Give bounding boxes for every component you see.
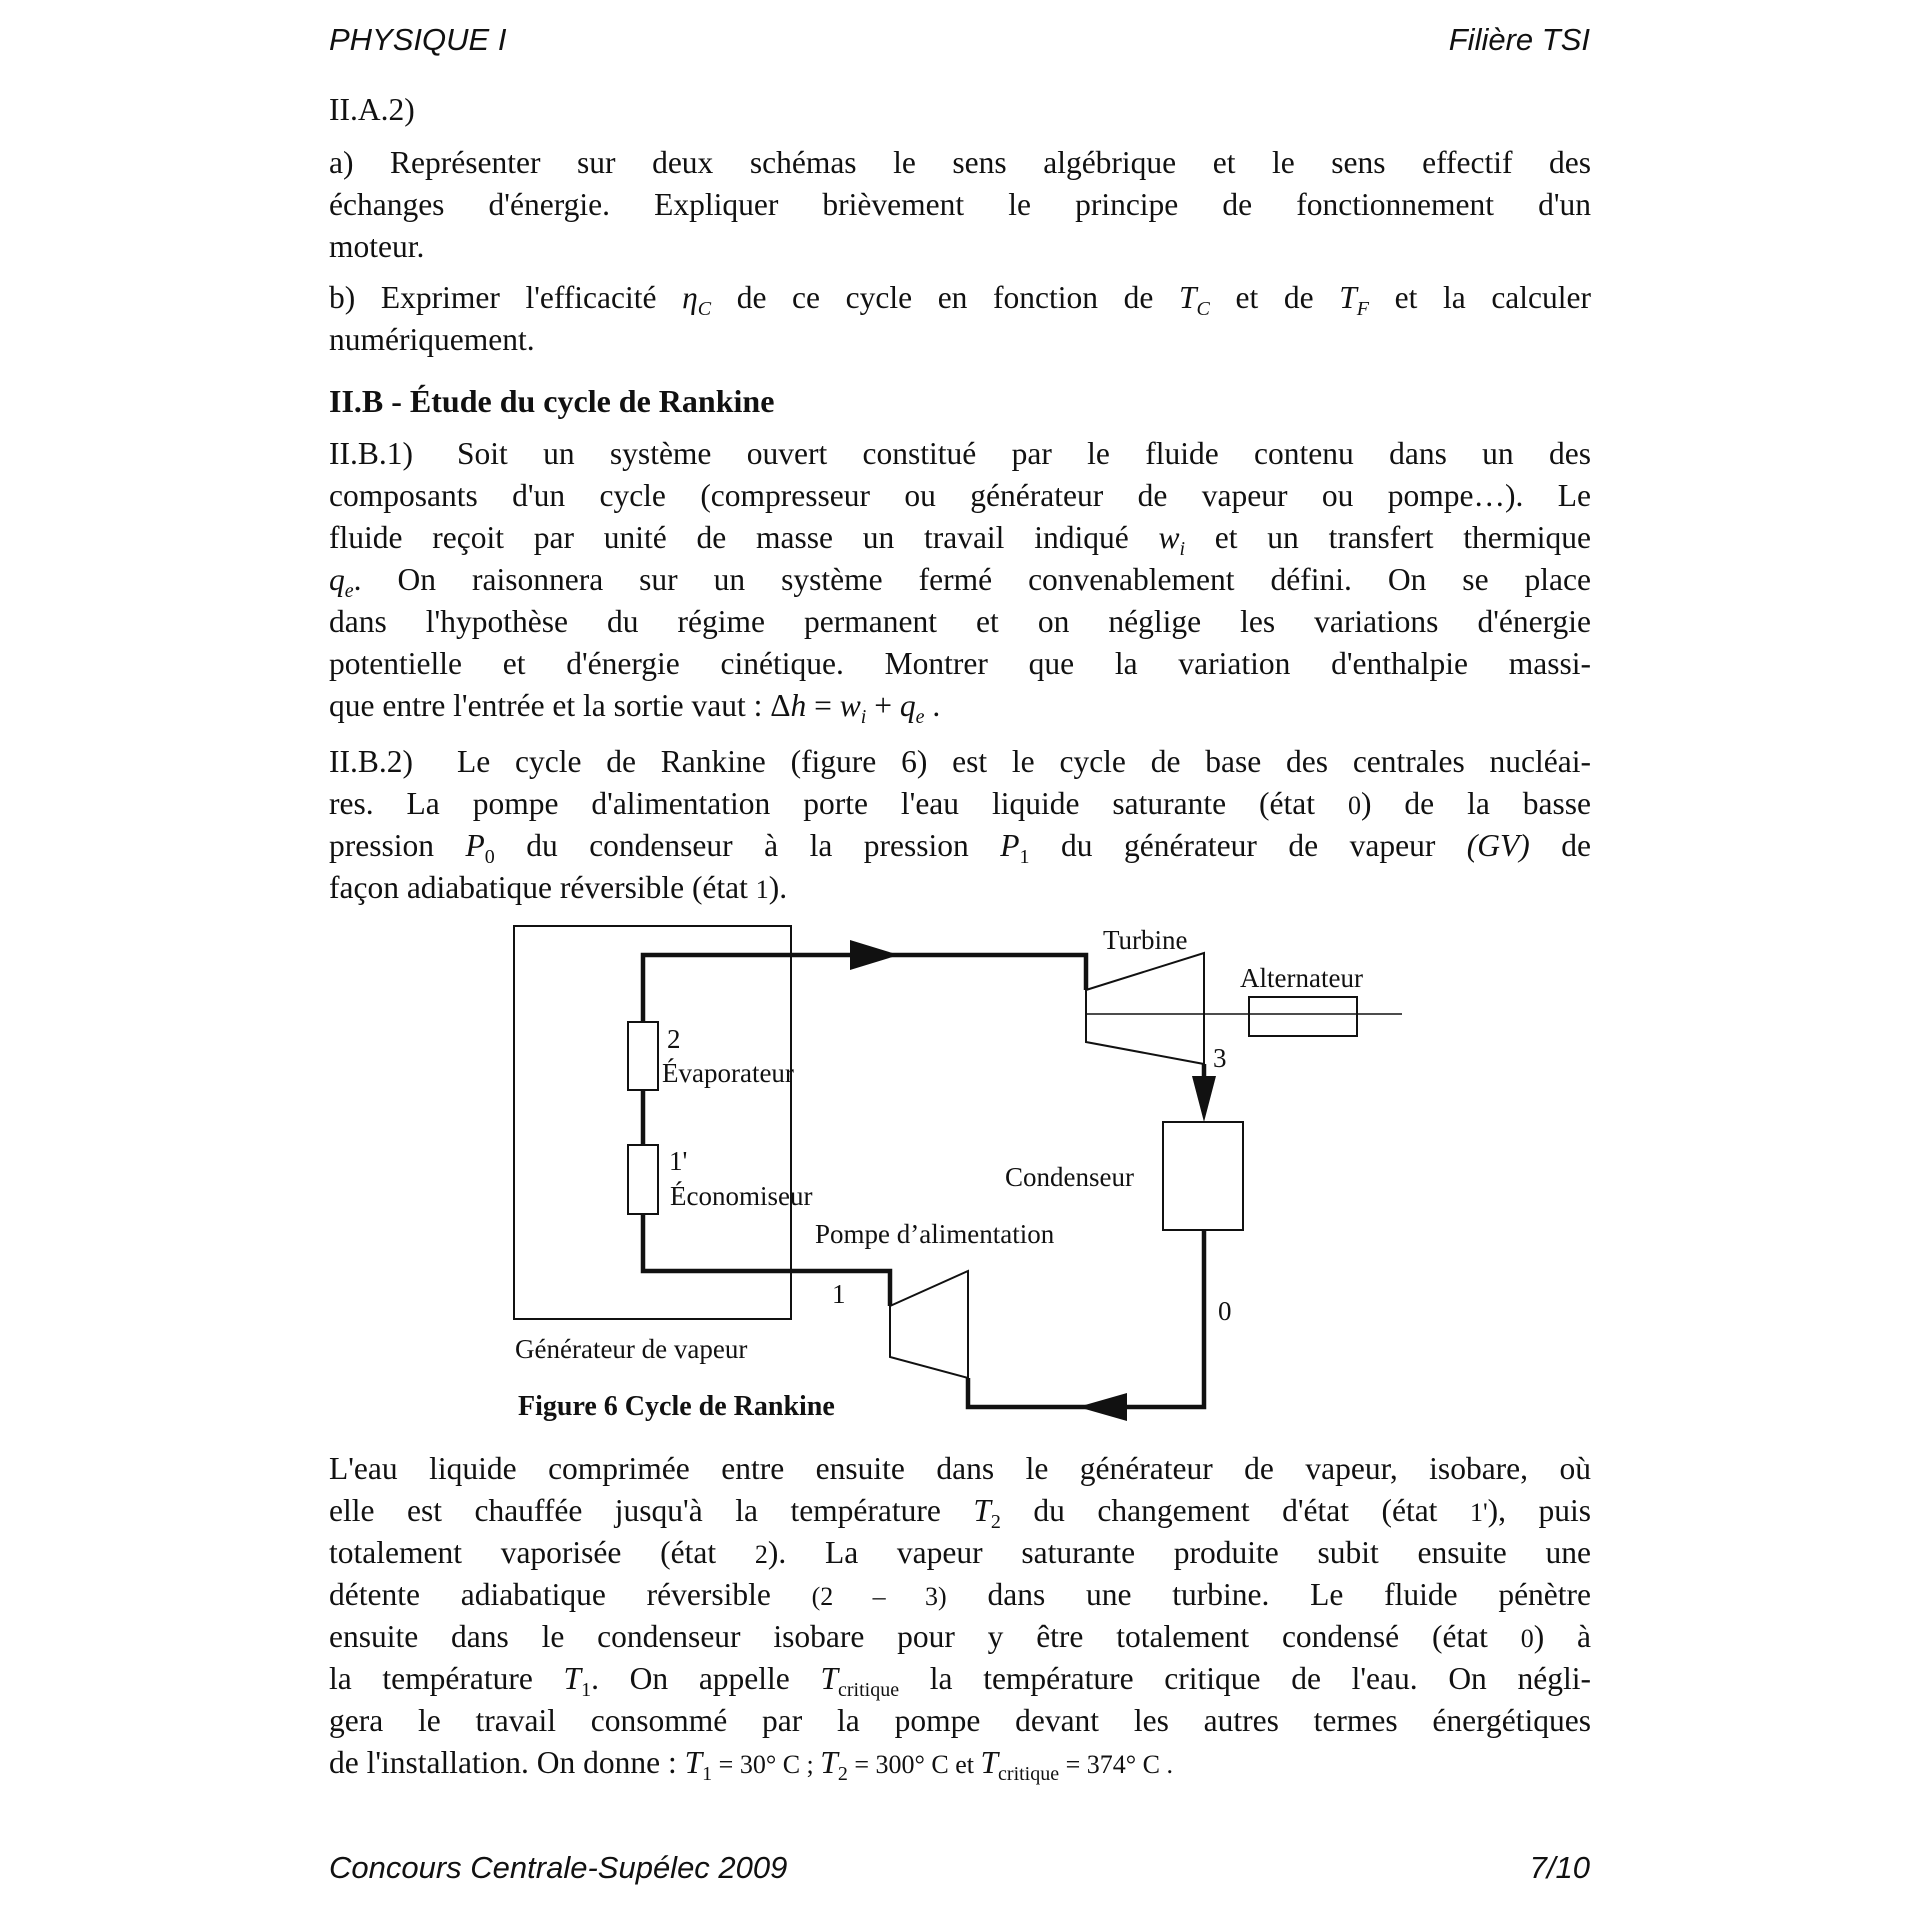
condenser-shape bbox=[1163, 1122, 1243, 1230]
text-line: a) Représenter sur deux schémas le sens algébrique et le sens effectif des bbox=[329, 145, 1591, 180]
text-line: totalement vaporisée (état 2). La vapeur saturante produite subit ensuite une bbox=[329, 1535, 1591, 1570]
text-line: b) Exprimer l'efficacité $\eta_C$ de ce cycle en fonction de $T_C$ et de $T_F$ et la calculer bbox=[329, 280, 1591, 320]
label-state-0: 0 bbox=[1218, 1296, 1232, 1326]
label-evaporateur: Évaporateur bbox=[662, 1058, 794, 1088]
alternator-shape bbox=[1249, 997, 1357, 1036]
question-a bbox=[329, 142, 1591, 268]
text-line: II.B.1) Soit un système ouvert constitué par le fluide contenu dans un des bbox=[329, 436, 1591, 471]
label-state-1: 1 bbox=[832, 1279, 846, 1309]
text-line: de l'installation. On donne : $T_1 = 30^\circ$ C ; $T_2 = 300^\circ$ C et $T_{critique} = 374^\circ$ C . bbox=[329, 1745, 1174, 1785]
text-line: que entre l'entrée et la sortie vaut : $\Delta h = w_i + q_e$ . bbox=[329, 688, 941, 728]
text-line: potentielle et d'énergie cinétique. Montrer que la variation d'enthalpie massi- bbox=[329, 646, 1591, 681]
text-line: L'eau liquide comprimée entre ensuite dans le générateur de vapeur, isobare, où bbox=[329, 1451, 1591, 1486]
text-line: échanges d'énergie. Expliquer brièvement le principe de fonctionnement d'un bbox=[329, 187, 1591, 222]
question-label: II.B.2) bbox=[329, 744, 413, 779]
text-line: façon adiabatique réversible (état 1). bbox=[329, 870, 788, 905]
text-line: numériquement. bbox=[329, 322, 535, 357]
figure-caption: Figure 6 Cycle de Rankine bbox=[518, 1391, 835, 1422]
flow-arrow-down-icon bbox=[1192, 1076, 1216, 1122]
question-b bbox=[329, 277, 1591, 361]
economiser-element bbox=[628, 1145, 658, 1214]
page-number: 7/10 bbox=[1529, 1850, 1590, 1885]
label-state-1prime: 1' bbox=[669, 1146, 688, 1176]
label-turbine: Turbine bbox=[1103, 925, 1188, 955]
flow-arrow-right-icon bbox=[850, 940, 899, 970]
text-line: dans l'hypothèse du régime permanent et on néglige les variations d'énergie bbox=[329, 604, 1591, 639]
text-line: composants d'un cycle (compresseur ou générateur de vapeur ou pompe…). Le bbox=[329, 478, 1591, 513]
question-label: II.B.1) bbox=[329, 436, 413, 471]
text-line: gera le travail consommé par la pompe devant les autres termes énergétiques bbox=[329, 1703, 1591, 1738]
question-IIB1 bbox=[329, 433, 1591, 727]
section-IIA2 bbox=[329, 89, 1591, 131]
header-subject: PHYSIQUE I bbox=[329, 22, 507, 57]
paragraph-cycle-description bbox=[329, 1448, 1591, 1784]
text-line: détente adiabatique réversible (2 – 3) dans une turbine. Le fluide pénètre bbox=[329, 1577, 1592, 1612]
section-IIB bbox=[329, 380, 1591, 422]
footer-contest: Concours Centrale-Supélec 2009 bbox=[329, 1850, 788, 1885]
eta-symbol: η bbox=[682, 280, 698, 315]
flow-arrow-left-icon bbox=[1078, 1393, 1127, 1421]
evaporator-element bbox=[628, 1022, 658, 1090]
text-line: moteur. bbox=[329, 229, 425, 264]
label-condenseur: Condenseur bbox=[1005, 1162, 1134, 1192]
text-line: II.B.2) Le cycle de Rankine (figure 6) est le cycle de base des centrales nucléai- bbox=[329, 744, 1591, 779]
text-line: fluide reçoit par unité de masse un travail indiqué $w_i$ et un transfert thermique bbox=[329, 520, 1591, 560]
label-state-3: 3 bbox=[1213, 1043, 1227, 1073]
text-line: la température $T_1$. On appelle $T_{critique}$ la température critique de l'eau. On négli- bbox=[329, 1661, 1591, 1701]
turbine-shape bbox=[1086, 953, 1204, 1064]
text-line: $q_e$. On raisonnera sur un système fermé convenablement défini. On se place bbox=[329, 562, 1591, 602]
text-line: ensuite dans le condenseur isobare pour y être totalement condensé (état 0) à bbox=[329, 1619, 1591, 1654]
pipe-generator-to-turbine bbox=[643, 955, 1086, 1022]
label-state-2: 2 bbox=[667, 1024, 681, 1054]
text-line: res. La pompe d'alimentation porte l'eau liquide saturante (état 0) de la basse bbox=[329, 786, 1591, 821]
text-line: pression $P_0$ du condenseur à la pression $P_1$ du générateur de vapeur (GV) de bbox=[329, 828, 1591, 868]
label-alternateur: Alternateur bbox=[1240, 963, 1363, 993]
pump-shape bbox=[890, 1271, 968, 1378]
question-label: II.A.2) bbox=[329, 92, 415, 127]
label-pompe: Pompe d’alimentation bbox=[815, 1219, 1055, 1249]
label-generateur: Générateur de vapeur bbox=[515, 1334, 748, 1364]
pipe-condenser-to-pump bbox=[968, 1230, 1204, 1407]
section-heading: II.B - Étude du cycle de Rankine bbox=[329, 383, 775, 419]
label-economiseur: Économiseur bbox=[670, 1181, 813, 1211]
steam-generator-box bbox=[514, 926, 791, 1319]
question-IIB2 bbox=[329, 741, 1591, 909]
header-track: Filière TSI bbox=[1448, 22, 1590, 57]
text-line: elle est chauffée jusqu'à la température $T_2$ du changement d'état (état 1'), puis bbox=[329, 1493, 1592, 1533]
